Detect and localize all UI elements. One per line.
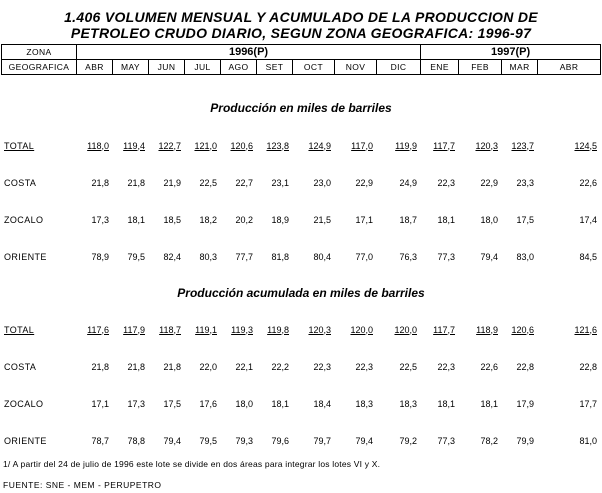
table-cell: 79,4 [480,251,498,262]
table-cell: 24,9 [399,177,417,188]
table-cell: 81,0 [579,435,597,446]
month-header: SET [257,60,293,75]
table-cell: 21,8 [127,361,145,372]
table-cell: 22,3 [313,361,331,372]
table-cell: 22,0 [199,361,217,372]
table-cell: 22,3 [437,177,455,188]
table-cell: 17,4 [579,214,597,225]
table-cell: 123,8 [266,140,289,151]
table-cell: 18,1 [437,398,455,409]
table-cell: 79,4 [355,435,373,446]
month-header: MAR [502,60,538,75]
month-header: DIC [377,60,421,75]
table-row [1,385,600,422]
table-cell: 18,1 [127,214,145,225]
month-header: FEB [459,60,502,75]
year-1996-header: 1996(P) [77,45,421,60]
month-header: NOV [335,60,377,75]
table-cell: 83,0 [516,251,534,262]
table-cell: 78,7 [91,435,109,446]
table-cell: 79,4 [163,435,181,446]
table-row [1,311,600,348]
table-cell: 23,0 [313,177,331,188]
table-cell: 21,8 [91,177,109,188]
month-header: ABR [538,60,601,75]
month-header: MAY [113,60,149,75]
table-cell: 123,7 [511,140,534,151]
zona-header-line1: ZONA [2,45,77,60]
table-cell: 122,7 [158,140,181,151]
table-cell: 22,8 [516,361,534,372]
table-cell: 18,5 [163,214,181,225]
table-cell: 77,7 [235,251,253,262]
title-line-2: PETROLEO CRUDO DIARIO, SEGUN ZONA GEOGRAFICA: 1996-97 [70,25,532,41]
table-cell: 22,1 [235,361,253,372]
table-row [1,238,600,275]
table-cell: 17,6 [199,398,217,409]
table-cell: 22,8 [579,361,597,372]
table-row [1,422,600,459]
table-cell: 23,3 [516,177,534,188]
table-cell: 119,8 [267,324,289,335]
table-cell: 17,5 [163,398,181,409]
table-cell: 17,7 [579,398,597,409]
column-header [1,44,601,75]
cumulative-production-table [1,311,600,459]
table-cell: 118,7 [159,324,181,335]
table-cell: 124,5 [574,140,597,151]
footnote: 1/ A partir del 24 de julio de 1996 este lote se divide en dos áreas para integrar los lotes VI y X. [3,459,381,469]
row-label: COSTA [4,177,37,188]
table-cell: 82,4 [163,251,181,262]
table-cell: 18,1 [437,214,455,225]
table-cell: 21,5 [313,214,331,225]
table-cell: 22,6 [579,177,597,188]
table-cell: 17,3 [91,214,109,225]
table-cell: 22,2 [271,361,289,372]
table-cell: 22,9 [355,177,373,188]
table-row [1,164,600,201]
table-cell: 18,1 [480,398,498,409]
monthly-production-table [1,127,600,275]
table-cell: 118,0 [87,140,109,151]
table-cell: 17,3 [127,398,145,409]
table-cell: 18,9 [271,214,289,225]
month-header: JUL [185,60,221,75]
table-cell: 77,3 [437,435,455,446]
table-cell: 78,9 [91,251,109,262]
month-header: ENE [421,60,459,75]
table-cell: 79,5 [199,435,217,446]
table-cell: 117,7 [433,140,455,151]
month-header: JUN [149,60,185,75]
table-cell: 17,9 [516,398,534,409]
table-cell: 124,9 [308,140,331,151]
table-cell: 78,2 [480,435,498,446]
table-cell: 81,8 [271,251,289,262]
table-cell: 18,3 [399,398,417,409]
table-cell: 119,1 [195,324,217,335]
table-cell: 18,1 [271,398,289,409]
table-cell: 121,6 [574,324,597,335]
year-1997-header: 1997(P) [421,45,601,60]
table-cell: 117,6 [87,324,109,335]
table-cell: 22,6 [480,361,498,372]
table-cell: 20,2 [235,214,253,225]
table-cell: 120,0 [394,324,417,335]
table-cell: 119,9 [395,140,417,151]
table-cell: 18,0 [235,398,253,409]
table-cell: 119,3 [231,324,253,335]
row-label: TOTAL [4,140,35,151]
row-label: ORIENTE [4,435,47,446]
table-cell: 77,3 [437,251,455,262]
table-cell: 121,0 [194,140,217,151]
table-cell: 118,9 [476,324,498,335]
table-cell: 119,4 [123,140,145,151]
table-cell: 17,5 [516,214,534,225]
table-cell: 22,7 [235,177,253,188]
table-row [1,127,600,164]
row-label: ZOCALO [4,398,44,409]
zona-header-line2: GEOGRAFICA [2,60,77,75]
table-row [1,348,600,385]
table-cell: 76,3 [399,251,417,262]
table-cell: 22,3 [355,361,373,372]
table-cell: 120,3 [308,324,331,335]
table-cell: 117,0 [351,140,373,151]
table-cell: 18,4 [313,398,331,409]
table-row [1,201,600,238]
table-cell: 77,0 [355,251,373,262]
source-note: FUENTE: SNE - MEM - PERUPETRO [3,480,162,490]
table-cell: 120,6 [230,140,253,151]
row-label: ZOCALO [4,214,44,225]
table-cell: 18,0 [480,214,498,225]
table-cell: 79,2 [399,435,417,446]
table-cell: 120,6 [511,324,534,335]
table-cell: 120,3 [475,140,498,151]
table-cell: 79,9 [516,435,534,446]
table-cell: 22,5 [199,177,217,188]
table-cell: 21,9 [163,177,181,188]
title-line-1: 1.406 VOLUMEN MENSUAL Y ACUMULADO DE LA PRODUCCION DE [64,9,538,25]
table-cell: 84,5 [579,251,597,262]
table-cell: 78,8 [127,435,145,446]
table-cell: 17,1 [355,214,373,225]
row-label: COSTA [4,361,37,372]
table-cell: 23,1 [271,177,289,188]
table-cell: 80,4 [313,251,331,262]
table-cell: 117,9 [123,324,145,335]
table-cell: 17,1 [91,398,109,409]
table-cell: 79,6 [271,435,289,446]
table-cell: 80,3 [199,251,217,262]
table-cell: 18,3 [355,398,373,409]
table-cell: 21,8 [163,361,181,372]
table-cell: 117,7 [433,324,455,335]
table-cell: 79,3 [235,435,253,446]
section-title-cumulative: Producción acumulada en miles de barriles [177,286,425,300]
month-header: OCT [293,60,335,75]
table-cell: 79,5 [127,251,145,262]
table-cell: 21,8 [127,177,145,188]
table-cell: 21,8 [91,361,109,372]
month-header: ABR [77,60,113,75]
month-header: AGO [221,60,257,75]
row-label: ORIENTE [4,251,47,262]
section-title-monthly: Producción en miles de barriles [210,101,392,115]
table-cell: 22,9 [480,177,498,188]
table-cell: 79,7 [313,435,331,446]
table-cell: 18,2 [199,214,217,225]
row-label: TOTAL [4,324,35,335]
table-cell: 120,0 [350,324,373,335]
table-cell: 22,5 [399,361,417,372]
table-cell: 22,3 [437,361,455,372]
table-cell: 18,7 [399,214,417,225]
